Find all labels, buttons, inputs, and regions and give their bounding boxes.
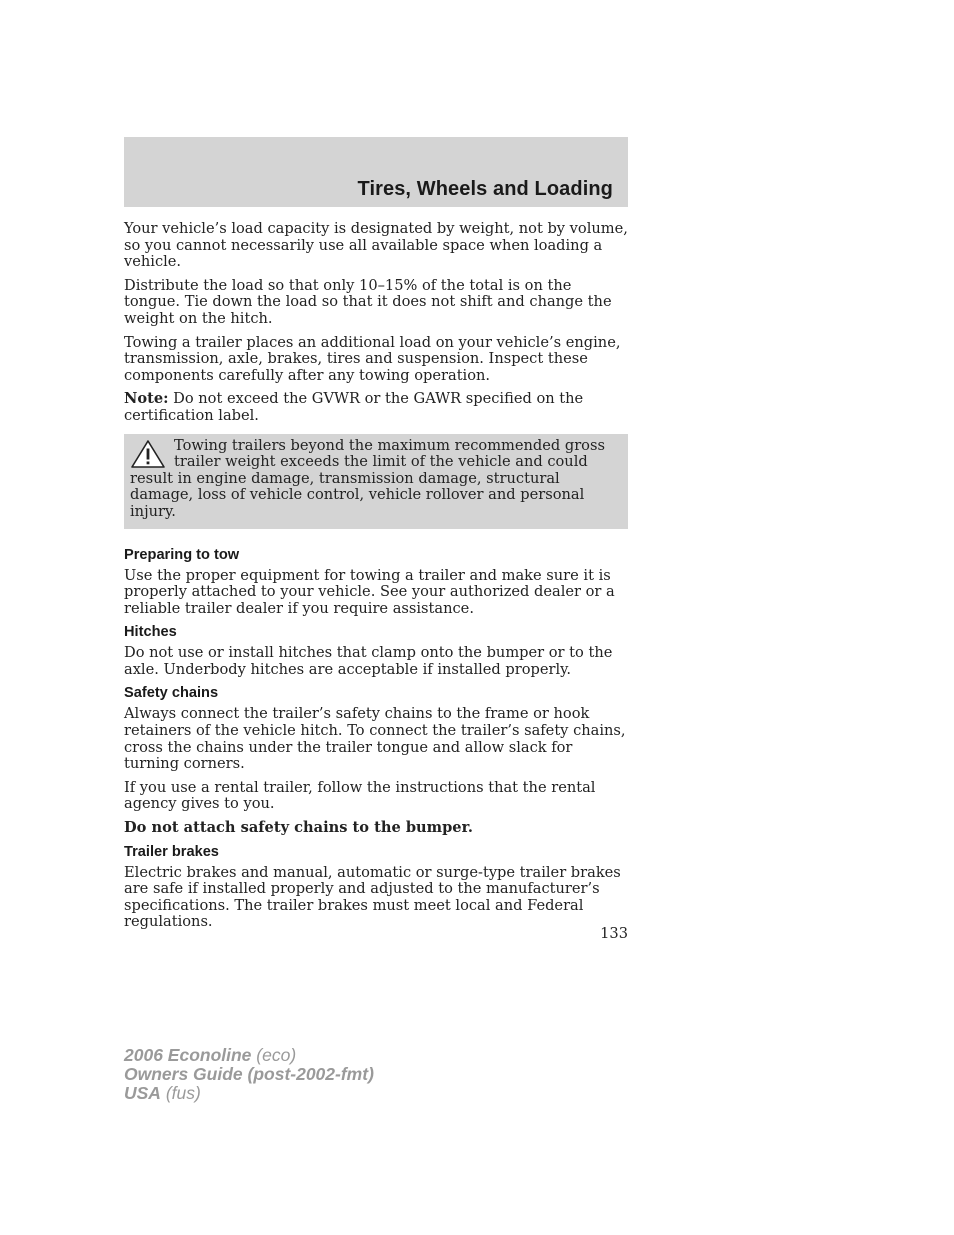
warning-text: Towing trailers beyond the maximum recommended gross trailer weight exceeds the limit of the vehicle and could result in engine damage, transmission damage, structural damage, loss of vehicle control, vehicle rollover and personal injury.: [130, 436, 605, 520]
footer-model-code: (eco): [251, 1045, 297, 1065]
footer-line-2: [124, 1065, 374, 1084]
page-header: [124, 137, 628, 207]
warning-triangle-icon: [130, 439, 166, 469]
page-number: 133: [600, 925, 628, 942]
section-heading-safety-chains: Safety chains: [124, 685, 219, 702]
section-heading-hitches: Hitches: [124, 624, 177, 641]
intro-paragraph-1: Your vehicle’s load capacity is designated by weight, not by volume, so you cannot necessarily use all available space when loading a vehicle.: [124, 220, 628, 271]
safety-chains-paragraph-1: Always connect the trailer’s safety chains to the frame or hook retainers of the vehicle hitch. To connect the trailer’s safety chains, cross the chains under the trailer tongue and allow slack for turning corners.: [124, 705, 626, 773]
document-footer: [124, 1046, 374, 1103]
main-content: [124, 221, 628, 938]
section-heading-trailer-brakes: Trailer brakes: [124, 843, 219, 860]
note-text: Do not exceed the GVWR or the GAWR specified on the certification label.: [124, 390, 584, 424]
section-heading-preparing: Preparing to tow: [124, 546, 240, 563]
footer-market: USA: [124, 1083, 161, 1103]
footer-market-code: (fus): [160, 1083, 201, 1103]
intro-paragraph-3: Towing a trailer places an additional load on your vehicle’s engine, transmission, axle, brakes, tires and suspension. Inspect these components carefully after any towing operation.: [124, 333, 621, 384]
footer-guide: Owners Guide (post-2002-fmt): [124, 1064, 374, 1084]
note-paragraph: [124, 391, 628, 424]
page-title: Tires, Wheels and Loading: [357, 178, 613, 200]
footer-line-1: [124, 1046, 374, 1065]
safety-chains-paragraph-2: If you use a rental trailer, follow the instructions that the rental agency gives to you.: [124, 778, 596, 813]
note-label: Note:: [124, 390, 169, 408]
trailer-brakes-paragraph: Electric brakes and manual, automatic or surge-type trailer brakes are safe if installed properly and adjusted to the manufacturer’s specifications. The trailer brakes must meet local and Federal regulations.: [124, 863, 621, 931]
intro-paragraph-2: Distribute the load so that only 10–15% of the total is on the tongue. Tie down the load so that it does not shift and change the weight on the hitch.: [124, 276, 612, 327]
preparing-paragraph: Use the proper equipment for towing a trailer and make sure it is properly attached to your vehicle. See your authorized dealer or a reliable trailer dealer if you require assistance.: [124, 566, 615, 617]
footer-line-3: [124, 1084, 374, 1103]
footer-model: 2006 Econoline: [124, 1045, 252, 1065]
hitches-paragraph: Do not use or install hitches that clamp onto the bumper or to the axle. Underbody hitches are acceptable if installed properly.: [124, 644, 613, 678]
warning-box: [124, 434, 628, 529]
safety-chains-paragraph-3: Do not attach safety chains to the bumper.: [124, 819, 473, 837]
